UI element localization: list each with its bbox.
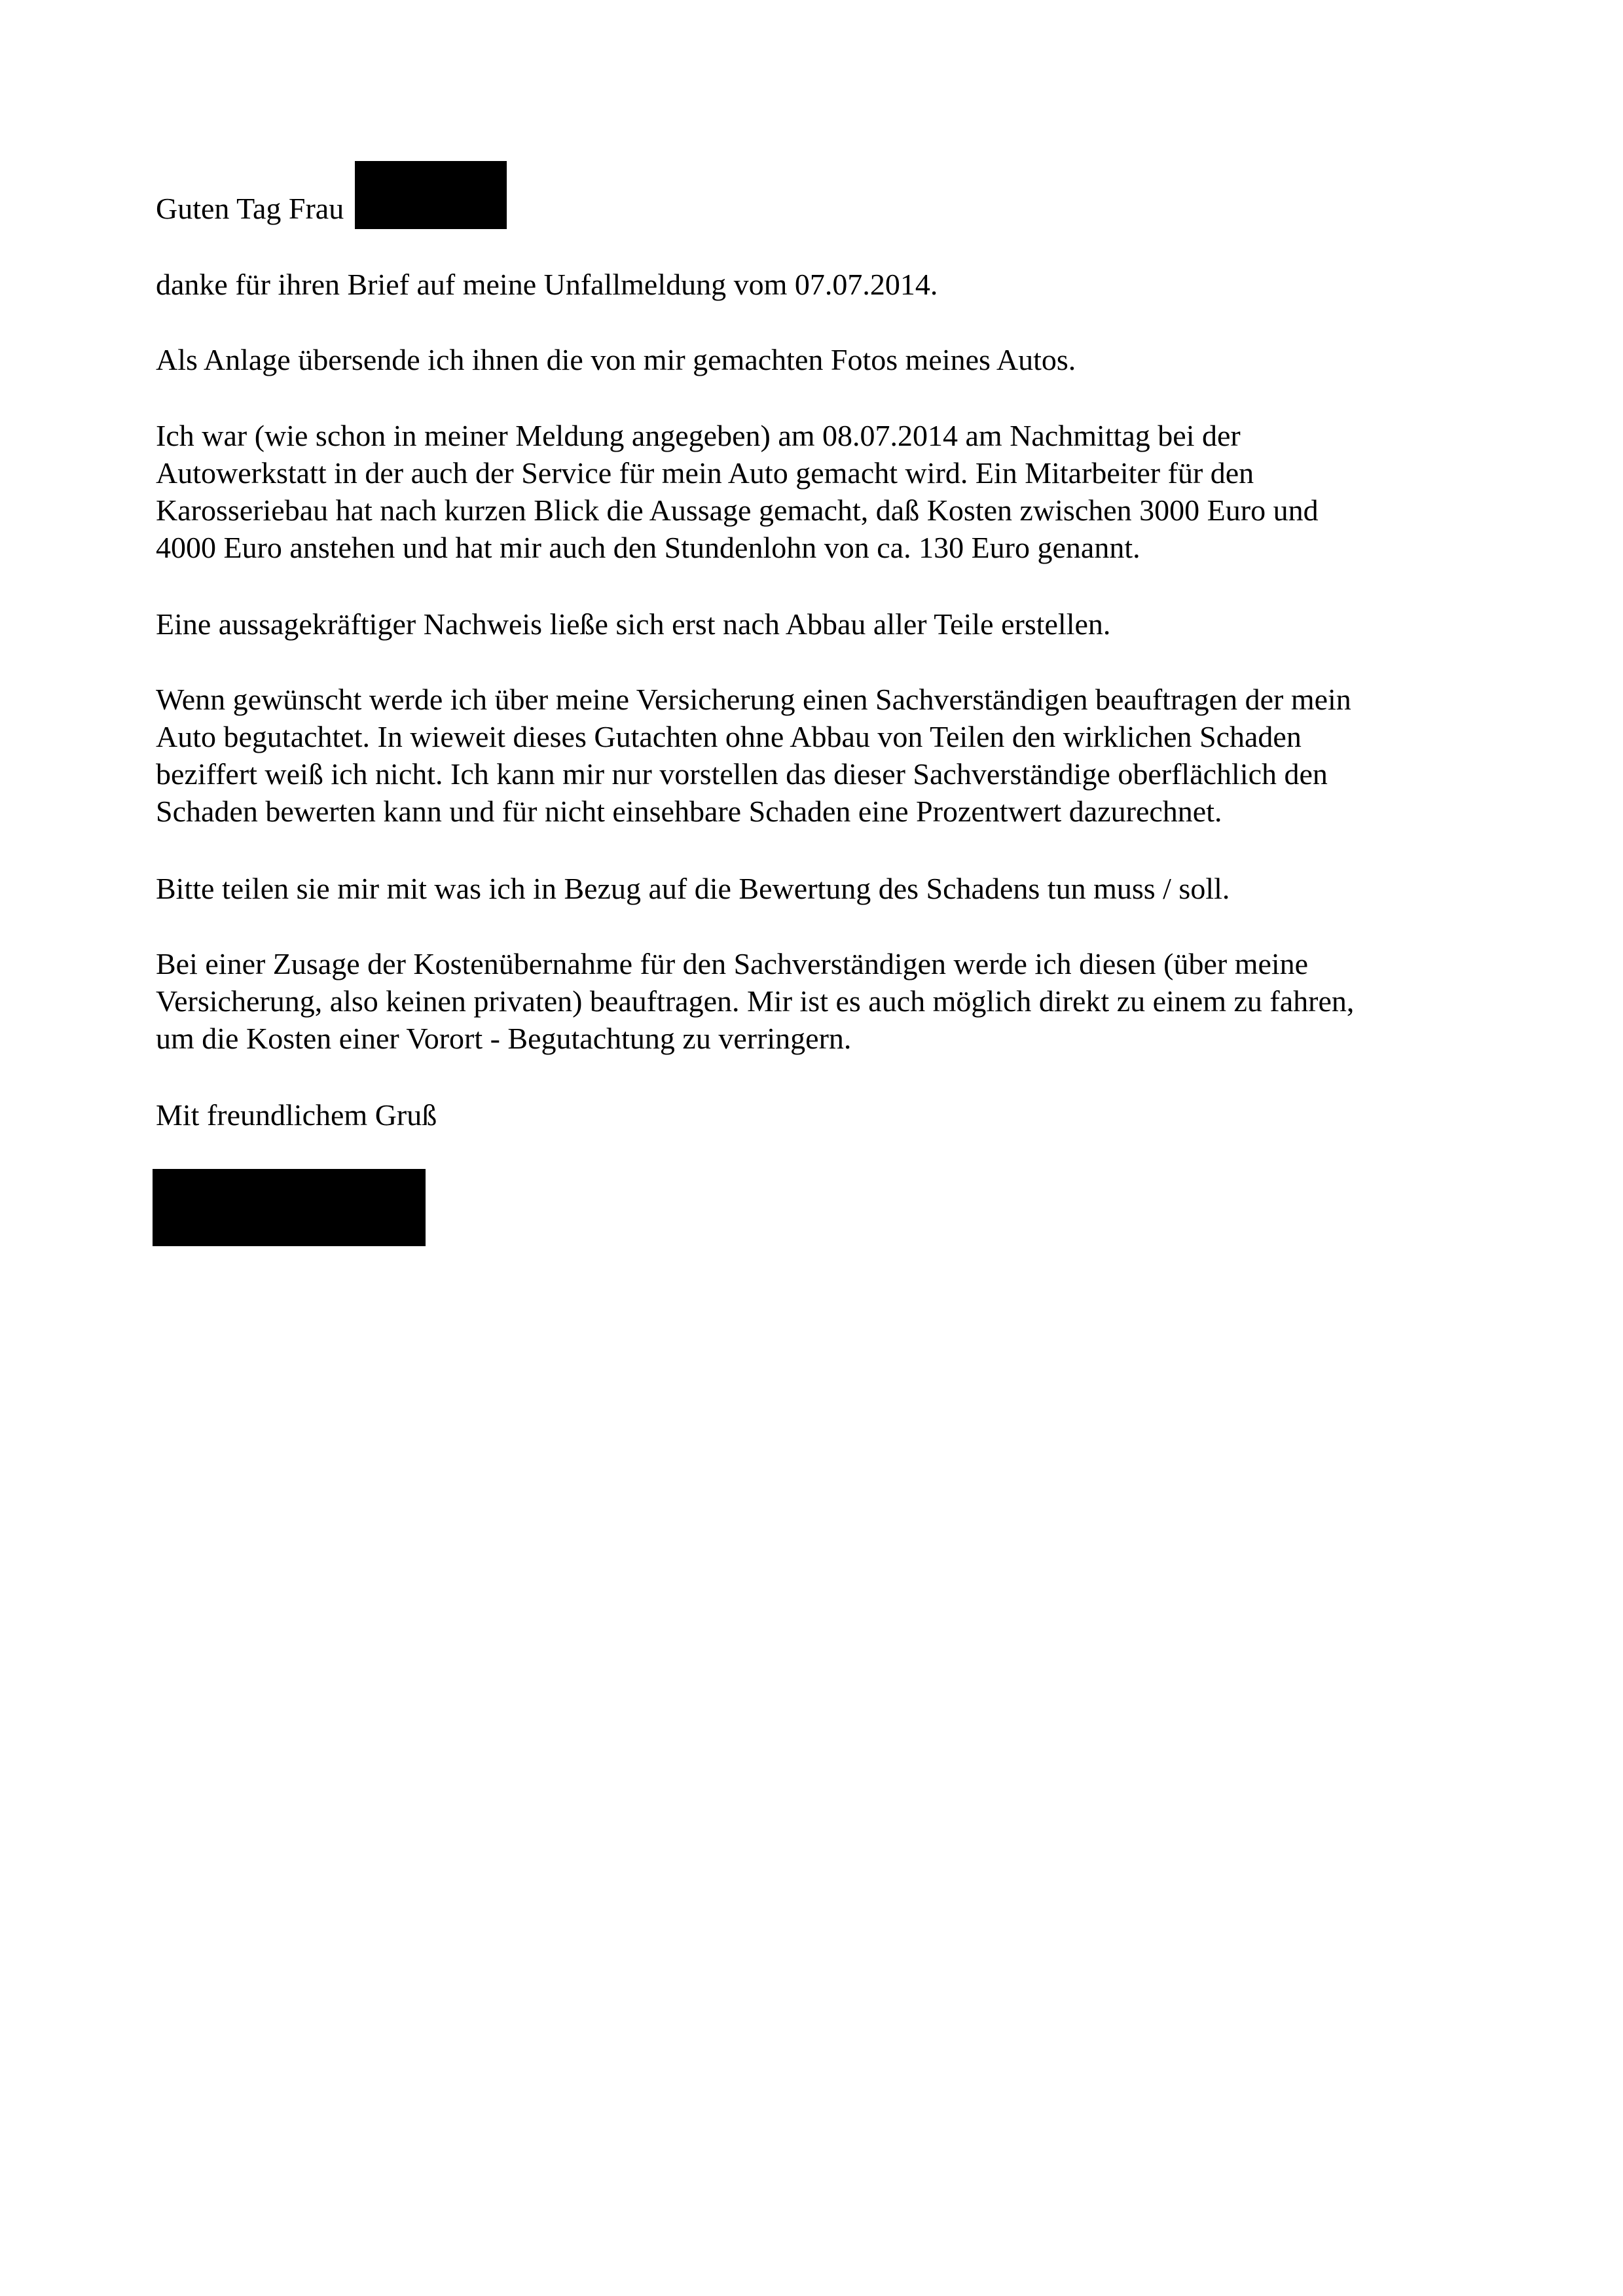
text-line: Eine aussagekräftiger Nachweis ließe sich erst nach Abbau aller Teile erstellen. [156,607,1111,641]
salutation: Guten Tag Frau [156,192,344,225]
paragraph-thanks [156,266,1491,303]
text-line: Auto begutachtet. In wieweit dieses Gutachten ohne Abbau von Teilen den wirklichen Schaden [156,720,1302,753]
text-line: Versicherung, also keinen privaten) beauftragen. Mir ist es auch möglich direkt zu einem zu fahren, [156,984,1355,1018]
paragraph-request [156,870,1491,907]
paragraph-attachment [156,341,1491,378]
paragraph-evidence [156,605,1491,643]
text-line: beziffert weiß ich nicht. Ich kann mir nur vorstellen das dieser Sachverständige oberflächlich den [156,757,1328,791]
text-line: Autowerkstatt in der auch der Service für mein Auto gemacht wird. Ein Mitarbeiter für den [156,456,1254,490]
text-line: um die Kosten einer Vorort - Begutachtung zu verringern. [156,1022,852,1055]
paragraph-workshop-visit [156,417,1491,566]
text-line: Mit freundlichem Gruß [156,1098,437,1132]
text-line: Ich war (wie schon in meiner Meldung angegeben) am 08.07.2014 am Nachmittag bei der [156,419,1241,452]
paragraph-expert [156,681,1491,830]
redacted-recipient-name [355,161,507,229]
text-line: Schaden bewerten kann und für nicht einsehbare Schaden eine Prozentwert dazurechnet. [156,795,1222,828]
text-line: Bitte teilen sie mir mit was ich in Bezug auf die Bewertung des Schadens tun muss / soll. [156,872,1230,905]
redacted-signature [153,1169,426,1246]
paragraph-cost-approval [156,945,1491,1057]
text-line: Als Anlage übersende ich ihnen die von mir gemachten Fotos meines Autos. [156,343,1076,376]
text-line: Bei einer Zusage der Kostenübernahme für den Sachverständigen werde ich diesen (über meine [156,947,1309,980]
text-line: danke für ihren Brief auf meine Unfallmeldung vom 07.07.2014. [156,268,938,301]
text-line: Karosseriebau hat nach kurzen Blick die Aussage gemacht, daß Kosten zwischen 3000 Euro und [156,493,1319,527]
text-line: 4000 Euro anstehen und hat mir auch den Stundenlohn von ca. 130 Euro genannt. [156,531,1140,564]
closing [156,1096,1491,1134]
text-line: Wenn gewünscht werde ich über meine Versicherung einen Sachverständigen beauftragen der mein [156,683,1351,716]
